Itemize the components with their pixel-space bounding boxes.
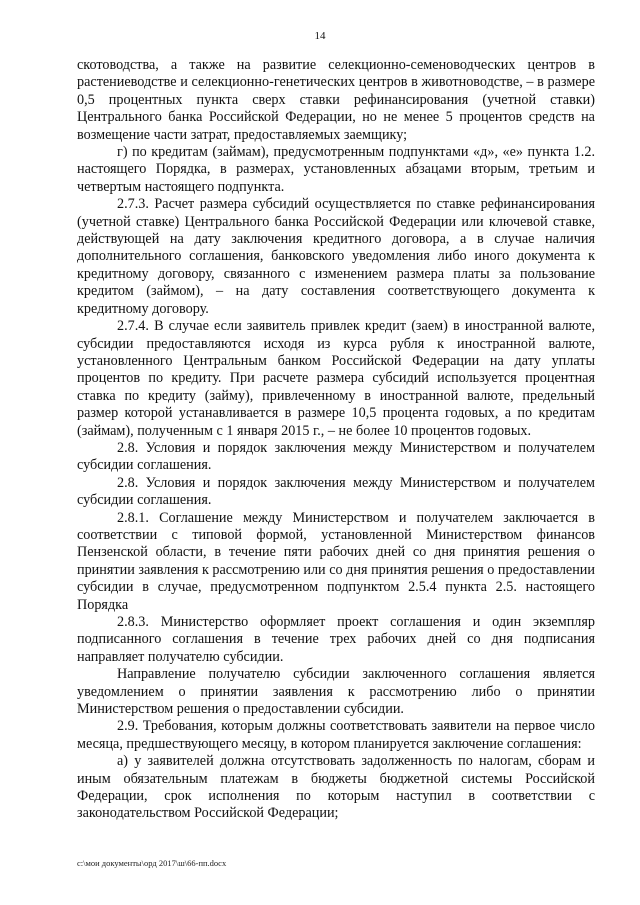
footer-file-path: c:\мои документы\орд 2017\ш\66-пп.docx bbox=[77, 858, 227, 868]
paragraph: г) по кредитам (займам), предусмотренным подпунктами «д», «е» пункта 1.2. настоящего Порядка, в размерах, установленных абзацами вторым, третьим и четвертым настоящего подпункта. bbox=[77, 144, 595, 195]
paragraph: 2.7.4. В случае если заявитель привлек кредит (заем) в иностранной валюте, субсидии предоставляются исходя из курса рубля к иностранной валюте, установленного Центральным банком Российской Федерации на дату уплаты процентов по кредиту. При расчете размера субсидий используется процентная ставка по кредиту (займу), привлеченному в иностранной валюте, предельный размер которой устанавливается в размере 10,5 процента годовых, а по кредитам (займам), полученным с 1 января 2015 г., – не более 10 процентов годовых. bbox=[77, 318, 595, 439]
paragraph: 2.8.3. Министерство оформляет проект соглашения и один экземпляр подписанного соглашения в течение трех рабочих дней со дня подписания направляет получателю субсидии. bbox=[77, 614, 595, 665]
paragraph: Направление получателю субсидии заключенного соглашения является уведомлением о принятии заявления к рассмотрению либо о принятии Министерством решения о предоставлении субсидии. bbox=[77, 666, 595, 718]
paragraph: 2.9. Требования, которым должны соответствовать заявители на первое число месяца, предшествующего месяцу, в котором планируется заключение соглашения: bbox=[77, 718, 595, 752]
paragraph: 2.8.1. Соглашение между Министерством и получателем заключается в соответствии с типовой формой, установленной Министерством финансов Пензенской области, в течение пяти рабочих дней со дня принятия решения о принятии заявления к рассмотрению или со дня принятия решения о предоставлении субсидии в случае, предусмотренном подпунктом 2.5.4 пункта 2.5. настоящего Порядка bbox=[77, 509, 595, 613]
document-body bbox=[77, 57, 595, 823]
paragraph: а) у заявителей должна отсутствовать задолженность по налогам, сборам и иным обязательным платежам в бюджеты бюджетной системы Российской Федерации, срок исполнения по которым наступил в соответствии с законодательством Российской Федерации; bbox=[77, 753, 595, 822]
paragraph: 2.8. Условия и порядок заключения между Министерством и получателем субсидии соглашения. bbox=[77, 439, 595, 474]
paragraph: 2.8. Условия и порядок заключения между Министерством и получателем субсидии соглашения. bbox=[77, 474, 595, 509]
paragraph: 2.7.3. Расчет размера субсидий осуществляется по ставке рефинансирования (учетной ставке) Центрального банка Российской Федерации или ключевой ставке, действующей на дату заключения кредитного договора, а в случае наличия дополнительного соглашения, банковского уведомления либо иного документа к кредитному договору, связанного с изменением размера платы за пользование кредитом (займом), – на дату составления соответствующего документа к кредитному договору. bbox=[77, 196, 595, 317]
page-number: 14 bbox=[314, 30, 326, 42]
paragraph: скотоводства, а также на развитие селекционно-семеноводческих центров в растениеводстве и селекционно-генетических центров в животноводстве, – в размере 0,5 процентных пункта сверх ставки рефинансирования (учетной ставки) Центрального банка Российской Федерации, но не менее 5 процентов средств на возмещение части затрат, предоставляемых заемщику; bbox=[77, 57, 595, 143]
